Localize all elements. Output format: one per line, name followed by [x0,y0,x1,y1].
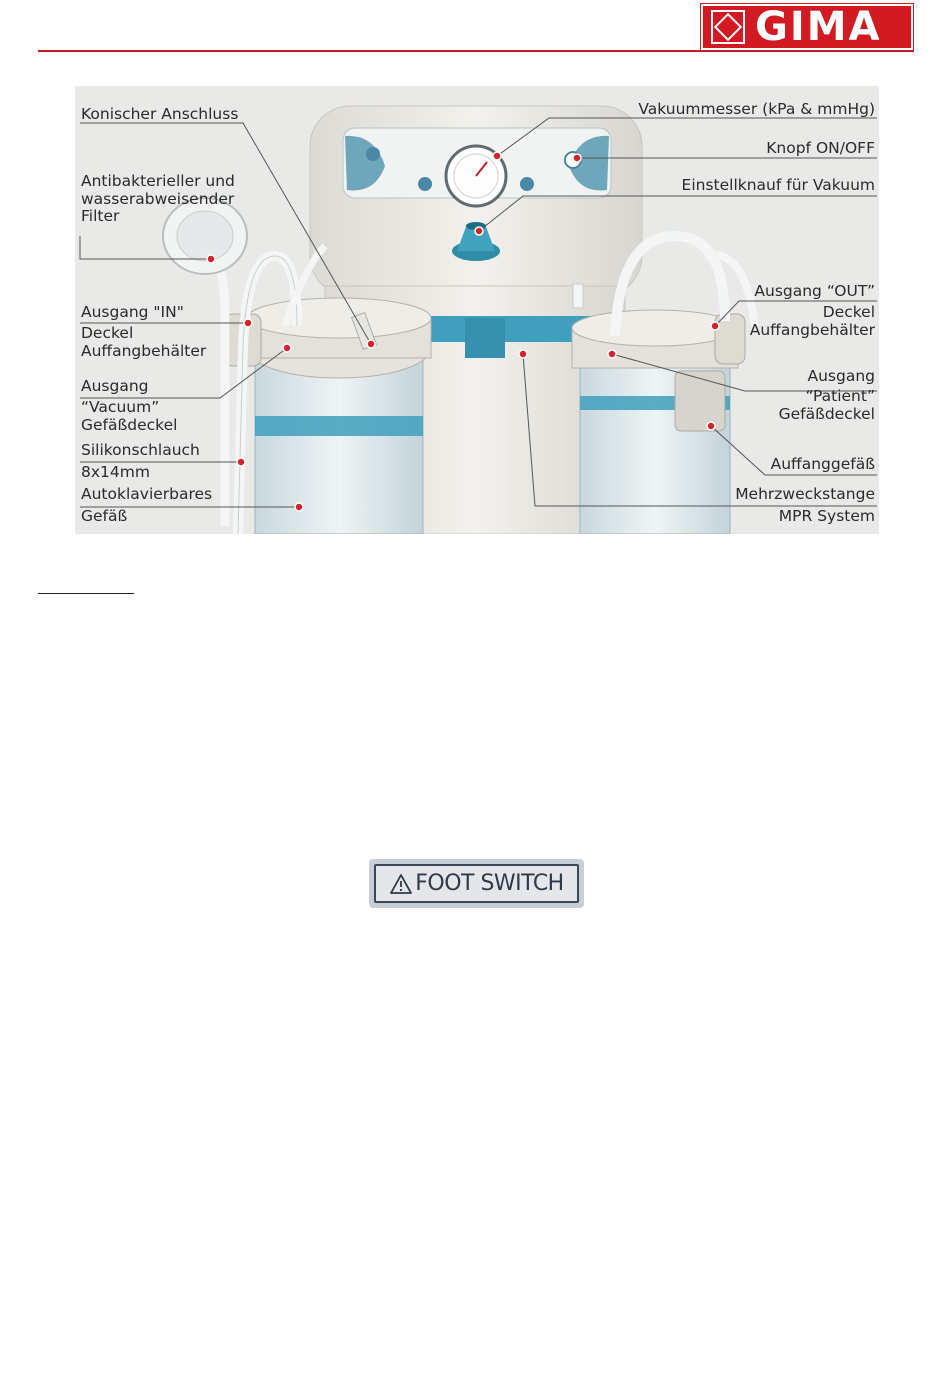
label-patient: “Patient” [805,387,875,405]
header-rule [38,50,914,52]
label-konischer-anschluss: Konischer Anschluss [81,105,239,123]
label-auffangbehaelter-right: Auffangbehälter [749,321,875,339]
label-gefaess: Gefäß [81,507,128,525]
label-vakuummesser: Vakuummesser (kPa & mmHg) [638,100,875,118]
warning-triangle-icon [389,873,413,895]
label-ausgang-patient: Ausgang [807,367,875,385]
foot-switch-plate [369,859,584,908]
gima-badge-icon [711,10,745,44]
label-gefaessdeckel-right: Gefäßdeckel [778,405,875,423]
label-einstellknauf: Einstellknauf für Vakuum [681,176,875,194]
section-underline [38,593,134,594]
foot-switch-label: FOOT SWITCH [415,871,564,896]
label-mehrzweckstange: Mehrzweckstange [735,485,875,503]
gima-logo [701,4,913,50]
label-deckel-right: Deckel [822,303,875,321]
label-ausgang-vacuum: Ausgang [81,377,149,395]
label-deckel-left: Deckel [81,324,134,342]
label-vacuum: “Vacuum” [81,398,160,416]
label-wasserabweisender: wasserabweisender [81,190,235,208]
label-ausgang-in: Ausgang "IN" [81,303,184,321]
label-knopf-on-off: Knopf ON/OFF [766,139,875,157]
label-filter: Filter [81,207,120,225]
label-autoklavierbares: Autoklavierbares [81,485,213,503]
label-silikonschlauch: Silikonschlauch [81,441,200,459]
label-gefaessdeckel-left: Gefäßdeckel [81,416,178,434]
device-illustration [75,86,879,534]
label-mpr-system: MPR System [778,507,875,525]
product-figure [75,86,879,534]
label-auffanggefaess: Auffanggefäß [770,455,875,473]
logo-text: GIMA [755,4,882,50]
label-auffangbehaelter-left: Auffangbehälter [81,342,207,360]
label-ausgang-out: Ausgang “OUT” [754,282,875,300]
label-8x14mm: 8x14mm [81,463,150,481]
label-antibakterieller: Antibakterieller und [81,172,235,190]
